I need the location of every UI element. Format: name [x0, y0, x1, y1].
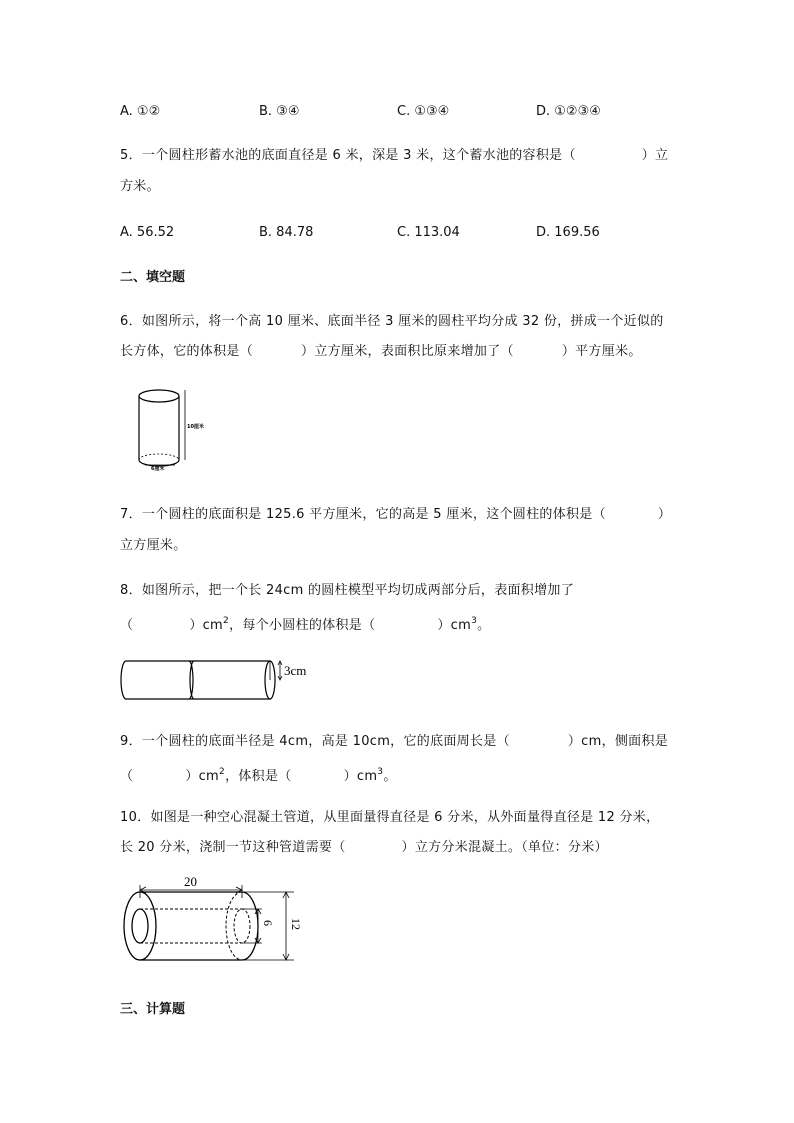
q5-line2: 方米。 — [120, 179, 160, 194]
q8-sup3: 3 — [471, 616, 478, 626]
q5-text-end: ）立 — [641, 148, 669, 163]
q8-text-e: 。 — [477, 618, 491, 633]
q4-option-b: B. ③④ — [259, 104, 300, 119]
q4-option-a: A. ①② — [120, 104, 161, 119]
q6-text-b: ）立方厘米，表面积比原来增加了（ — [301, 344, 514, 359]
q9-text-e2: 。 — [383, 769, 397, 784]
q9-line2 — [120, 764, 397, 785]
q5-text: 5．一个圆柱形蓄水池的底面直径是 6 米，深是 3 米，这个蓄水池的容积是（ — [120, 148, 576, 163]
q9-text-b: ）cm，侧面积是 — [567, 734, 669, 749]
q10-text-b: ）立方分米混凝土。（单位：分米） — [401, 840, 608, 855]
q8-text-a: （ — [120, 618, 134, 633]
q10-inner-label: 6 — [261, 920, 275, 926]
q7-text-a: 7．一个圆柱的底面积是 125.6 平方厘米，它的高是 5 厘米，这个圆柱的体积是（ — [120, 507, 606, 522]
q8-sup2: 2 — [223, 616, 230, 626]
q6-line2 — [120, 344, 642, 360]
q7-line2: 立方厘米。 — [120, 538, 187, 553]
q4-option-d: D. ①②③④ — [536, 104, 601, 119]
q9-text-d2: ）cm — [343, 769, 378, 784]
q7-text-b: ） — [657, 507, 672, 522]
q8-radius-label: 3cm — [284, 663, 307, 678]
q9-sup3: 3 — [377, 767, 384, 777]
q9-sup2: 2 — [219, 767, 226, 777]
q10-outer-label: 12 — [289, 918, 303, 930]
section-3-heading: 三、计算题 — [120, 1002, 186, 1017]
q9-line1 — [120, 734, 668, 750]
q5-option-a: A. 56.52 — [120, 225, 175, 240]
q8-line1: 8．如图所示，把一个长 24cm 的圆柱模型平均切成两部分后，表面积增加了 — [120, 583, 574, 598]
q6-text-c: ）平方厘米。 — [561, 344, 642, 359]
q9-text-b2: ）cm — [185, 769, 220, 784]
q5-option-b: B. 84.78 — [259, 225, 314, 240]
q6-base-label: 6厘米 — [151, 466, 165, 472]
q5-line1 — [120, 148, 668, 164]
q4-option-c: C. ①③④ — [397, 104, 450, 119]
q8-text-d: ）cm — [437, 618, 472, 633]
q10-pipe-figure — [120, 874, 320, 982]
q8-cylinder-figure — [120, 656, 320, 706]
q9-text-a: 9．一个圆柱的底面半径是 4cm，高是 10cm，它的底面周长是（ — [120, 734, 510, 749]
q10-text-a: 长 20 分米，浇制一节这种管道需要（ — [120, 840, 346, 855]
q8-text-c: ，每个小圆柱的体积是（ — [229, 618, 376, 633]
q9-text-c2: ，体积是（ — [225, 769, 292, 784]
q8-text-b: ）cm — [189, 618, 224, 633]
q8-line2 — [120, 613, 490, 634]
q5-option-c: C. 113.04 — [397, 225, 460, 240]
q10-line1: 10．如图是一种空心混凝土管道，从里面量得直径是 6 分米，从外面量得直径是 12 分米， — [120, 810, 660, 825]
section-2-heading: 二、填空题 — [120, 270, 186, 285]
q6-line1: 6．如图所示，将一个高 10 厘米、底面半径 3 厘米的圆柱平均分成 32 份，拼成一个近似的 — [120, 314, 664, 329]
q6-height-label: 10厘米 — [187, 424, 204, 430]
q5-option-d: D. 169.56 — [536, 225, 600, 240]
q9-text-a2: （ — [120, 769, 134, 784]
q10-line2 — [120, 840, 608, 856]
q7-line1 — [120, 507, 671, 523]
q6-text-a: 长方体，它的体积是（ — [120, 344, 254, 359]
q10-length-label: 20 — [184, 874, 197, 889]
q6-cylinder-figure — [136, 386, 216, 476]
